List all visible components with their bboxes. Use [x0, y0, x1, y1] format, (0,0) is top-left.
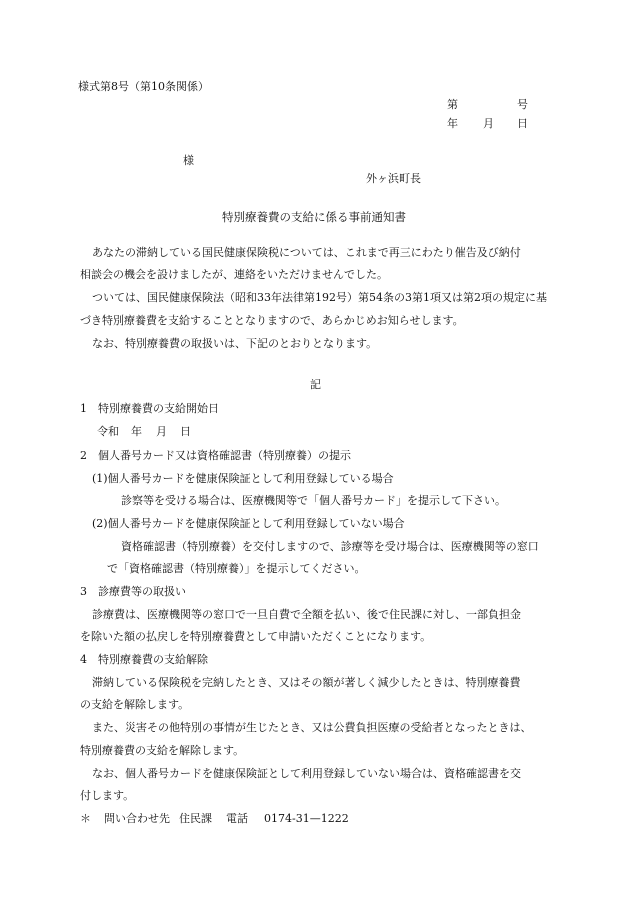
section-4-text: なお、個人番号カードを健康保険証として利用登録していない場合は、資格確認書を交	[92, 767, 521, 780]
section-4-text: 滞納している保険税を完納したとき、又はその額が著しく減少したときは、特別療養費	[92, 676, 521, 689]
section-2-sub1-heading: (1)個人番号カードを健康保険証として利用登録している場合	[92, 472, 394, 485]
sender: 外ヶ浜町長	[366, 172, 421, 185]
asterisk-icon: ＊	[80, 812, 91, 825]
start-day: 日	[180, 425, 191, 438]
ref-number-suffix: 号	[517, 98, 528, 111]
intro-line: ついては、国民健康保険法（昭和33年法律第192号）第54条の3第1項又は第2項の規定に基	[92, 291, 547, 304]
form-label: 様式第8号（第10条関係）	[78, 80, 209, 93]
ki-heading: 記	[310, 378, 321, 391]
document-title: 特別療養費の支給に係る事前通知書	[222, 210, 406, 224]
section-2-sub2-heading: (2)個人番号カードを健康保険証として利用登録していない場合	[92, 517, 405, 530]
contact-phone-label: 電話	[226, 812, 248, 825]
start-year: 年	[131, 425, 142, 438]
section-4-text: の支給を解除します。	[80, 698, 190, 711]
intro-line: づき特別療養費を支給することとなりますので、あらかじめお知らせします。	[80, 314, 464, 327]
ref-month: 月	[483, 117, 494, 130]
section-4-text: 付します。	[80, 789, 135, 802]
section-2-sub2-text: で「資格確認書（特別療養）」を提示してください。	[107, 562, 366, 575]
contact-dept: 住民課	[179, 812, 212, 825]
section-4-heading: 4 特別療養費の支給解除	[80, 653, 208, 666]
section-2-sub2-text: 資格確認書（特別療養）を交付しますので、診療等を受け場合は、医療機関等の窓口	[121, 540, 539, 553]
start-era: 令和	[97, 425, 119, 438]
intro-line: 相談会の機会を設けましたが、連絡をいただけませんでした。	[80, 268, 388, 281]
section-4-text: また、災害その他特別の事情が生じたとき、又は公費負担医療の受給者となったときは、	[92, 721, 532, 734]
intro-line: なお、特別療養費の取扱いは、下記のとおりとなります。	[92, 337, 378, 350]
contact-phone: 0174-31—1222	[264, 812, 349, 825]
contact-label: 問い合わせ先	[104, 812, 170, 825]
section-3-text: を除いた額の払戻しを特別療養費として申請いただくことになります。	[80, 630, 432, 643]
section-3-text: 診療費は、医療機関等の窓口で一旦自費で全額を払い、後で住民課に対し、一部負担金	[92, 608, 521, 621]
intro-line: あなたの滞納している国民健康保険税については、これまで再三にわたり催告及び納付	[92, 246, 521, 259]
section-2-sub1-text: 診察等を受ける場合は、医療機関等で「個人番号カード」を提示して下さい。	[121, 494, 506, 507]
ref-number-prefix: 第	[447, 98, 458, 111]
section-1-heading: 1 特別療養費の支給開始日	[80, 402, 219, 415]
section-4-text: 特別療養費の支給を解除します。	[80, 744, 245, 757]
section-2-heading: 2 個人番号カード又は資格確認書（特別療養）の提示	[80, 449, 351, 462]
start-month: 月	[156, 425, 167, 438]
ref-year: 年	[447, 117, 458, 130]
ref-day: 日	[517, 117, 528, 130]
section-3-heading: 3 診療費等の取扱い	[80, 585, 186, 598]
addressee: 様	[183, 154, 194, 167]
